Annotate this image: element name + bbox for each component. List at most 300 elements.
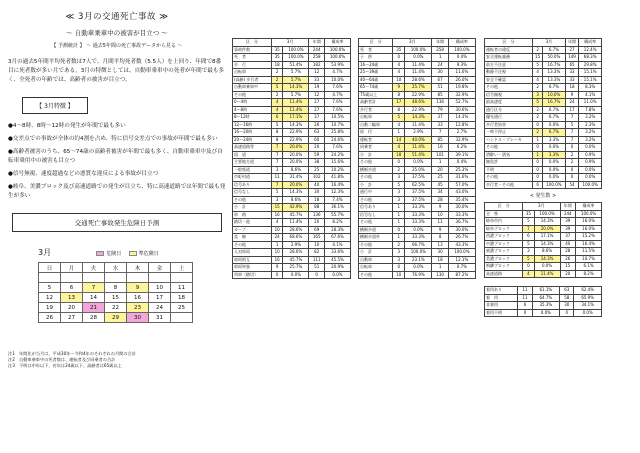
cell-value: 3 [393, 174, 405, 182]
cell-value: 30 [432, 69, 448, 77]
cell-value: 11.4% [283, 99, 309, 107]
cell-value: 7.4% [325, 196, 351, 204]
row-label: 死 者 [359, 46, 393, 54]
table-row [233, 189, 351, 197]
table-row [359, 249, 476, 257]
cell-value: 8 [432, 234, 448, 242]
page-subtitle: ～ 自動車乗車中の被害が目立つ ～ [66, 29, 168, 37]
cell-value: 1 [393, 211, 405, 219]
semi-danger-swatch [129, 251, 137, 256]
cell-value: 7.8% [579, 106, 602, 114]
cell-value: 8.3% [579, 84, 602, 92]
table-row [485, 210, 602, 218]
cell-value: 17 [393, 99, 405, 107]
cell-value: 244 [309, 46, 325, 54]
table-row [359, 159, 476, 167]
table-row [485, 159, 602, 167]
row-label: その他 [233, 91, 272, 99]
cell-value: 11.4% [405, 61, 432, 69]
cell-value: 33.3% [448, 211, 475, 219]
row-label: その他 [359, 174, 393, 182]
cell-value: 0.0% [543, 159, 566, 167]
cell-value: 48.6% [405, 99, 432, 107]
cell-value: 16.4% [325, 181, 351, 189]
calendar-day: 28 [83, 313, 105, 323]
cell-value: 7.6% [325, 84, 351, 92]
table-row [485, 270, 602, 278]
row-label: 国 道 [233, 151, 272, 159]
calendar-day: 20 [61, 303, 83, 313]
cell-value: 28 [432, 196, 448, 204]
cell-value: 0.9% [579, 151, 602, 159]
cell-value: 7 [565, 114, 579, 122]
cell-value: 136 [432, 99, 448, 107]
cell-value: 30 [309, 189, 325, 197]
cell-value: 9 [393, 84, 405, 92]
cell-value: 33.3% [405, 219, 432, 227]
cell-value: 149 [565, 54, 579, 62]
cell-value: 2 [533, 129, 543, 137]
cell-value: 0.9% [579, 159, 602, 167]
table-row [233, 256, 351, 264]
cell-value: 37.5% [405, 174, 432, 182]
cell-value: 5 [271, 189, 283, 197]
cell-value: 24.2% [325, 151, 351, 159]
cell-value: 5 [523, 218, 534, 226]
cell-value: 35 [393, 46, 405, 54]
cell-value: 5 [565, 121, 579, 129]
cell-value: 15.1% [579, 69, 602, 77]
cell-value: 10.0% [325, 76, 351, 84]
calendar-day: 9 [127, 283, 149, 293]
cell-value: 27 [565, 46, 579, 54]
table-row [485, 106, 602, 114]
table-row [233, 204, 351, 212]
cell-value: 5 [393, 181, 405, 189]
cell-value: 3.2% [579, 114, 602, 122]
cell-value: 5 [523, 255, 534, 263]
cell-value: 0.0% [543, 144, 566, 152]
cell-value: 14.3% [283, 121, 309, 129]
table-row [359, 174, 476, 182]
cell-value: 8 [271, 129, 283, 137]
cell-value: 65 [565, 61, 579, 69]
cell-value: 9 [432, 204, 448, 212]
table-row [233, 61, 351, 69]
cell-value: 10 [271, 249, 283, 257]
stats-table-3 [484, 38, 602, 317]
cell-value: 2 [533, 114, 543, 122]
table-row [359, 234, 476, 242]
cell-value: 5 [523, 240, 534, 248]
cell-value: 10.7% [576, 255, 602, 263]
cell-value: 58 [560, 294, 574, 302]
row-label: 16～24歳 [359, 61, 393, 69]
table-header-row [485, 203, 602, 211]
row-label: ハンドル・ブレーキ [485, 136, 533, 144]
cell-value: 100.0% [448, 249, 475, 257]
table-row [233, 264, 351, 272]
cell-value: 22.9% [283, 136, 309, 144]
cell-value: 11.4% [534, 270, 560, 278]
calendar-title: 交通死亡事故発生危険日予測 [12, 213, 222, 232]
cell-value: 27 [309, 99, 325, 107]
cell-value: 45.5% [325, 256, 351, 264]
cell-value: 35.3% [532, 302, 560, 310]
cell-value: 36.7% [448, 219, 475, 227]
calendar-grid [38, 262, 193, 323]
cell-value: 22.9% [283, 129, 309, 137]
cell-value: 6 [271, 114, 283, 122]
table-row [485, 151, 602, 159]
cell-value: 5.7% [283, 76, 309, 84]
cell-value: 2 [271, 91, 283, 99]
cell-value: 100.0% [579, 181, 602, 189]
cell-value: 31.6% [448, 174, 475, 182]
calendar-weekday: 土 [171, 263, 193, 273]
table-row [485, 174, 602, 182]
cell-value: 6.7% [543, 106, 566, 114]
cell-value: 29.8% [579, 61, 602, 69]
cell-value: 5 [271, 84, 283, 92]
cell-value: 8.6% [283, 196, 309, 204]
table-row [485, 91, 602, 99]
cell-value: 13.3% [543, 76, 566, 84]
row-label: 直 線 [233, 234, 272, 242]
calendar-day [149, 273, 171, 283]
row-label: 高速道路等 [233, 144, 272, 152]
row-label: 信号なし [233, 189, 272, 197]
cell-value: 0.0% [543, 121, 566, 129]
cell-value: 5.7% [283, 69, 309, 77]
cell-value: 35 [271, 54, 283, 62]
cell-value: 34 [432, 189, 448, 197]
row-label: 全 県 [485, 210, 523, 218]
legend-danger-label: 危険日 [106, 251, 122, 257]
cell-value: 4.7% [325, 69, 351, 77]
cell-value: 12 [309, 69, 325, 77]
table-row [485, 114, 602, 122]
table-row [485, 46, 602, 54]
cell-value: 25.8% [325, 129, 351, 137]
table-row [233, 106, 351, 114]
cell-value: 8.6% [283, 166, 309, 174]
table-row [233, 271, 351, 279]
cell-value: 12.4% [579, 46, 602, 54]
feature-item: ●信号無視、速度超過などの悪質な違反による事故が目立つ [8, 171, 159, 177]
calendar-weekday: 日 [39, 263, 61, 273]
cell-value: 3.2% [579, 129, 602, 137]
cell-value: 0.0% [325, 271, 351, 279]
cell-value: 18 [432, 256, 448, 264]
cell-value: 20.0% [534, 225, 560, 233]
cell-value: 20 [309, 144, 325, 152]
row-label: 40～64歳 [359, 76, 393, 84]
cell-value: 39 [560, 225, 576, 233]
row-label: 列車（踏切） [233, 271, 272, 279]
cell-value: 2 [393, 166, 405, 174]
cell-value: 1 [271, 241, 283, 249]
row-label: 非着用 [485, 302, 518, 310]
footnote: 注2 自動車乗車中の死者数は、運転者及び同乗者の合計 [8, 357, 116, 362]
legend-semi-label: 準危険日 [138, 251, 159, 257]
table-row [359, 264, 476, 272]
row-label: 一般県道 [233, 166, 272, 174]
cell-value: 100.0% [283, 46, 309, 54]
cell-value: 0 [565, 144, 579, 152]
row-label: 自動車乗車中 [233, 84, 272, 92]
table-row [485, 263, 602, 271]
cell-value: 17 [565, 106, 579, 114]
cell-value: 23.1% [405, 256, 432, 264]
page-title: ≪ 3月の交通死亡事故 ≫ [65, 12, 169, 22]
cell-value: 64.7% [532, 294, 560, 302]
row-label: その他 [359, 241, 393, 249]
cell-value: 0.0% [543, 174, 566, 182]
cell-value: 7 [271, 159, 283, 167]
cell-value: 17.1% [534, 233, 560, 241]
cell-value: 構成率 [576, 203, 602, 211]
cell-value: 4 [271, 219, 283, 227]
table-row [485, 181, 602, 189]
stats-table-2 [358, 38, 476, 279]
calendar-day: 16 [127, 293, 149, 303]
table-row [233, 159, 351, 167]
calendar-day: 11 [171, 283, 193, 293]
cell-value: 100.0% [534, 210, 560, 218]
cell-value: 244 [560, 210, 576, 218]
cell-value: 0.0% [579, 174, 602, 182]
cell-value: 構成率 [579, 39, 602, 47]
cell-value: 3月 [533, 39, 566, 47]
row-label: 自転車 [359, 264, 393, 272]
cell-value: 0 [523, 263, 534, 271]
row-label: その他 [359, 271, 393, 279]
cell-value: 6.2% [448, 144, 475, 152]
cell-value: 2.9% [405, 129, 432, 137]
cell-value: 13.3% [543, 69, 566, 77]
row-label: 4～8時 [233, 106, 272, 114]
cell-value: 1 [393, 129, 405, 137]
table-row [233, 174, 351, 182]
row-label: 信号無視 [485, 91, 533, 99]
cell-value: 14.3% [283, 189, 309, 197]
cell-value: 26 [309, 121, 325, 129]
cell-value: 33 [565, 69, 579, 77]
cell-value: 6.7% [543, 46, 566, 54]
calendar-day: 18 [171, 293, 193, 303]
cell-value: 10 [432, 211, 448, 219]
table-row [359, 144, 476, 152]
table-row [233, 151, 351, 159]
calendar-legend [90, 250, 159, 257]
cell-value: 35.4% [448, 196, 475, 204]
cell-value: 82 [309, 249, 325, 257]
cell-value: 7.6% [325, 99, 351, 107]
table-row [485, 287, 602, 295]
cell-value: 26 [560, 255, 576, 263]
row-label: 信号あり [233, 181, 272, 189]
cell-value: 0 [533, 174, 543, 182]
cell-value: 16 [271, 256, 283, 264]
row-label: 25～39歳 [359, 69, 393, 77]
cell-value: 55.7% [325, 211, 351, 219]
cell-value: 7.6% [325, 106, 351, 114]
calendar-weekday: 金 [149, 263, 171, 273]
cell-value: 20 [309, 219, 325, 227]
cell-value: 102 [309, 174, 325, 182]
cell-value: 4 [393, 61, 405, 69]
cell-value: 10.5% [325, 114, 351, 122]
cell-value: 年間 [560, 203, 576, 211]
cell-value: 年間 [309, 39, 325, 47]
row-label: 歩行者妨害 [485, 121, 533, 129]
table-row [233, 99, 351, 107]
row-label: 安全運転義務 [485, 54, 533, 62]
cell-value: 101 [432, 151, 448, 159]
row-label: 高齢者計 [359, 99, 393, 107]
cell-value: 14.3% [405, 114, 432, 122]
cell-value: 8.2% [325, 219, 351, 227]
cell-value: 63 [560, 287, 574, 295]
cell-value: 3 [271, 166, 283, 174]
row-label: 小 計 [233, 204, 272, 212]
row-label: 事故件数 [233, 46, 272, 54]
cell-value: 33.3% [405, 204, 432, 212]
cell-value: 7 [523, 225, 534, 233]
cell-value: 0.4% [448, 54, 475, 62]
table-row [233, 241, 351, 249]
table-row [485, 166, 602, 174]
cell-value: 85 [432, 91, 448, 99]
table-row [359, 219, 476, 227]
summary-panel [8, 6, 226, 450]
cell-value: 3 [393, 196, 405, 204]
row-label: 自動二輪車 [359, 121, 393, 129]
cell-value: 6.7% [543, 84, 566, 92]
cell-value: 100.0% [325, 46, 351, 54]
cell-value: 11.0% [579, 99, 602, 107]
cell-value: 24 [271, 234, 283, 242]
table-row [485, 240, 602, 248]
row-label: 8～12時 [233, 114, 272, 122]
calendar-day: 5 [39, 283, 61, 293]
table-row [359, 106, 476, 114]
table-row [485, 294, 602, 302]
cell-value: 51 [309, 264, 325, 272]
footnote: 注3 不明は中年以下、若年は24歳以下、高齢者は65歳以上 [8, 363, 122, 368]
footnotes [8, 351, 226, 369]
row-label: 自転車 [233, 69, 272, 77]
row-label: その他 [359, 196, 393, 204]
cell-value: 130 [432, 271, 448, 279]
row-label: 通行中 [359, 189, 393, 197]
table-row [359, 189, 476, 197]
row-label: 横断歩道 [359, 226, 393, 234]
calendar-day [171, 313, 193, 323]
cell-value: 0.0% [405, 264, 432, 272]
cell-value: 8 [271, 136, 283, 144]
table-row [359, 61, 476, 69]
table-row [485, 309, 602, 317]
table-header-row [485, 39, 602, 47]
cell-value: 11.4% [405, 121, 432, 129]
cell-value: 30.0% [448, 204, 475, 212]
row-label: 子 供 [359, 54, 393, 62]
row-label: 小 計 [359, 181, 393, 189]
calendar-weekday: 月 [61, 263, 83, 273]
cell-value: 0 [533, 121, 543, 129]
table-section-break [484, 278, 602, 286]
row-label: 単 路 [233, 211, 272, 219]
cell-value: 4.1% [579, 91, 602, 99]
calendar-weekday: 水 [105, 263, 127, 273]
calendar-day [39, 273, 61, 283]
row-label: 前方不注意 [485, 61, 533, 69]
table-row [485, 218, 602, 226]
cell-value: 2 [565, 151, 579, 159]
cell-value: 33 [432, 121, 448, 129]
row-label: 区 分 [359, 39, 393, 47]
cell-value: 25 [309, 166, 325, 174]
table-row [359, 196, 476, 204]
table-row [485, 255, 602, 263]
table-row [233, 211, 351, 219]
table-row [233, 54, 351, 62]
row-label: 酒酔い・酒気 [485, 151, 533, 159]
cell-value: 27 [309, 106, 325, 114]
table-row [485, 61, 602, 69]
row-label: 歩 行 [233, 61, 272, 69]
cell-value: 25.0% [405, 166, 432, 174]
cell-value: 31.4% [283, 174, 309, 182]
cell-value: 10.7% [325, 121, 351, 129]
row-label: 12～16時 [233, 121, 272, 129]
cell-value: 100.0% [576, 210, 602, 218]
cell-value: 79 [432, 106, 448, 114]
cell-value: 50.0% [543, 54, 566, 62]
cell-value: 2.7% [448, 129, 475, 137]
cell-value: 11.4% [405, 144, 432, 152]
row-label: 自動車 [359, 256, 393, 264]
cell-value: 0 [393, 54, 405, 62]
cell-value: 33.3% [405, 234, 432, 242]
cell-value: 20 [560, 270, 576, 278]
cell-value: 3月 [393, 39, 432, 47]
cell-value: 4 [393, 121, 405, 129]
cell-value: 11.5% [576, 248, 602, 256]
cell-value: 6 [523, 233, 534, 241]
cell-value: 7 [271, 151, 283, 159]
table-row [359, 84, 476, 92]
cell-value: 20.0% [283, 181, 309, 189]
table-row [233, 181, 351, 189]
cell-value: 37 [560, 233, 576, 241]
row-label: 区 分 [485, 203, 523, 211]
row-label: 優先通行 [485, 114, 533, 122]
cell-value: 20.0% [283, 144, 309, 152]
calendar-day: 7 [83, 283, 105, 293]
calendar-day: 22 [105, 303, 127, 313]
calendar-day: 23 [127, 303, 149, 313]
table-row [233, 91, 351, 99]
cell-value: 45.7% [283, 211, 309, 219]
cell-value: 4 [393, 144, 405, 152]
cell-value: 0 [309, 271, 325, 279]
row-label: 区 分 [233, 39, 272, 47]
cell-value: 0.4% [448, 159, 475, 167]
cell-value: 3 [393, 249, 405, 257]
